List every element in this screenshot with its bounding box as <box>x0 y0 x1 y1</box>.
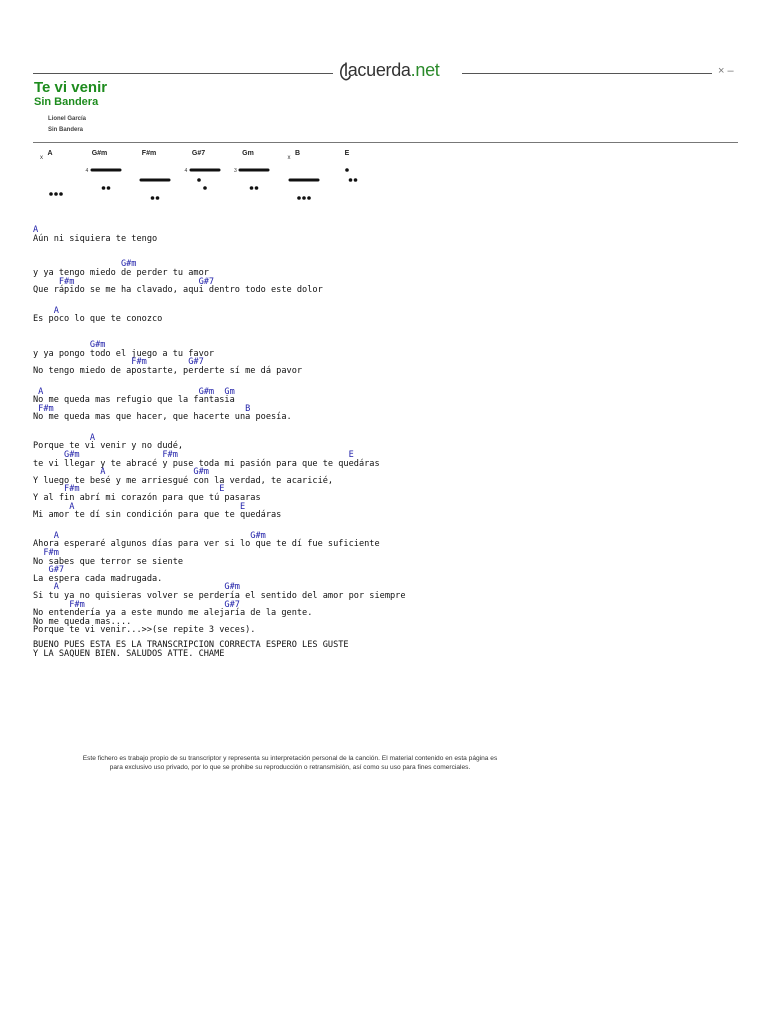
header-rule-left <box>33 73 333 74</box>
stanza-gap <box>33 295 406 307</box>
header-separator <box>33 142 738 143</box>
chord-line: G#7 <box>33 565 65 576</box>
lyric-line: Y LA SAQUEN BIEN. SALUDOS ATTE. CHAME <box>33 648 225 659</box>
chord-diagram <box>30 146 70 208</box>
chord-diagram-name: G#7 <box>191 150 206 157</box>
chord-fingering-icon <box>179 158 221 208</box>
chord-line: F#m G#7 <box>33 357 204 368</box>
chord-line: A G#m Gm <box>33 386 235 397</box>
chord-line: A G#m <box>33 582 240 593</box>
lyric-line: No sabes que terror se siente <box>33 556 184 567</box>
lyric-line: y ya tengo miedo de perder tu amor <box>33 267 209 278</box>
lyric-line: Es poco lo que te conozco <box>33 314 163 325</box>
lyric-line: Que rápido se me ha clavado, aqui dentro todo este dolor <box>33 285 323 296</box>
chord-mute-mark: x <box>40 155 43 161</box>
lyric-line: Mi amor te dí sin condición para que te quedáras <box>33 510 282 521</box>
chord-fret-number: 3 <box>234 168 237 174</box>
lyric-line: No me queda mas refugio que la fantasia <box>33 395 235 406</box>
lyric-line: Aún ni siquiera te tengo <box>33 233 158 244</box>
chord-line: F#m E <box>33 484 225 495</box>
chord-fingering-icon <box>30 158 72 208</box>
chord-line <box>33 324 406 333</box>
chord-diagram-name: Gm <box>242 150 254 157</box>
chord-line: F#m G#7 <box>33 599 240 610</box>
chord-diagram <box>278 146 318 208</box>
chord-diagram <box>327 146 367 208</box>
song-lyrics <box>33 226 406 658</box>
lyric-line: No me queda mas.... <box>33 616 132 627</box>
chord-diagram-name: E <box>344 150 350 157</box>
chord-fingering-icon <box>327 158 369 208</box>
credit-author: Lionel García <box>48 116 87 122</box>
chord-fret-number: 4 <box>184 168 188 174</box>
header-rule-right <box>462 73 712 74</box>
lyric-line: No me queda mas que hacer, que hacerte una poesía. <box>33 412 292 423</box>
chord-diagram <box>80 146 120 208</box>
chord-diagram <box>228 146 268 208</box>
close-icon[interactable]: × – <box>718 65 734 77</box>
chord-line: A G#m <box>33 467 209 478</box>
lyric-line: La espera cada madrugada. <box>33 573 163 584</box>
chord-fingering-icon <box>228 158 270 208</box>
chord-line: G#m F#m E <box>33 450 354 461</box>
song-artist[interactable]: Sin Bandera <box>34 96 99 108</box>
chord-line: A <box>33 432 96 443</box>
chord-line: G#m <box>33 340 106 351</box>
lyric-line: Porque te vi venir y no dudé, <box>33 441 184 452</box>
chord-line: F#m <box>33 548 59 558</box>
lyric-line: No tengo miedo de apostarte, perderte sí me dá pavor <box>33 365 303 376</box>
chord-diagram <box>129 146 169 208</box>
credit-band: Sin Bandera <box>48 127 84 133</box>
stanza-gap <box>33 520 406 532</box>
chord-line: A <box>33 225 39 235</box>
lyric-line: te vi llegar y te abracé y puse toda mi pasión para que te quedáras <box>33 458 380 469</box>
chord-diagram-name: G#m <box>91 150 108 157</box>
chord-line: G#m <box>33 259 137 270</box>
stanza-gap <box>33 376 406 388</box>
chord-diagram <box>179 146 219 208</box>
chord-line: F#m B <box>33 403 251 414</box>
chord-line: F#m G#7 <box>33 276 215 287</box>
chord-fingering-icon <box>80 158 122 208</box>
lyric-line: Y al fin abrí mi corazón para que tú pasaras <box>33 493 261 504</box>
chord-line: A G#m <box>33 530 266 541</box>
lacuerda-logo[interactable] <box>340 58 456 88</box>
chord-line <box>33 243 406 252</box>
chord-line: A E <box>33 501 246 512</box>
chord-fret-number: 4 <box>85 168 89 174</box>
lyric-line: Y luego te besé y me arriesgué con la verdad, te acaricié, <box>33 475 334 486</box>
footer-line-2: para exclusivo uso privado, por lo que se prohibe su reproducción o retransmisión, así como su uso para fines comerciales. <box>109 764 471 771</box>
chord-mute-mark: x <box>287 155 291 161</box>
chord-line: A <box>33 305 59 316</box>
lyric-line: Si tu ya no quisieras volver se perdería el sentido del amor por siempre <box>33 590 406 601</box>
chord-diagram-name: A <box>47 150 53 157</box>
chord-diagram-row <box>30 146 390 208</box>
chord-diagram-name: F#m <box>141 150 157 157</box>
lyric-line: Porque te vi venir...>>(se repite 3 veces). <box>33 625 256 636</box>
logo-text: lacuerda.net <box>344 60 440 80</box>
chord-fingering-icon <box>129 158 171 208</box>
song-title: Te vi venir <box>34 79 108 96</box>
lyric-line: Ahora esperaré algunos días para ver si lo que te dí fue suficiente <box>33 539 380 550</box>
chord-diagram-name: B <box>294 150 301 157</box>
lyric-line: No entendería ya a este mundo me alejaría de la gente. <box>33 608 313 619</box>
lyric-line: BUENO PUES ESTA ES LA TRANSCRIPCION CORRECTA ESPERO LES GUSTE <box>33 639 349 650</box>
lyric-line: y ya pongo todo el juego a tu favor <box>33 348 215 359</box>
copyright-footer <box>40 754 540 772</box>
footer-line-1: Este fichero es trabajo propio de su transcriptor y representa su interpretación personal de la canción. El material contenido en esta página es <box>82 755 498 762</box>
chord-fingering-icon <box>278 158 320 208</box>
